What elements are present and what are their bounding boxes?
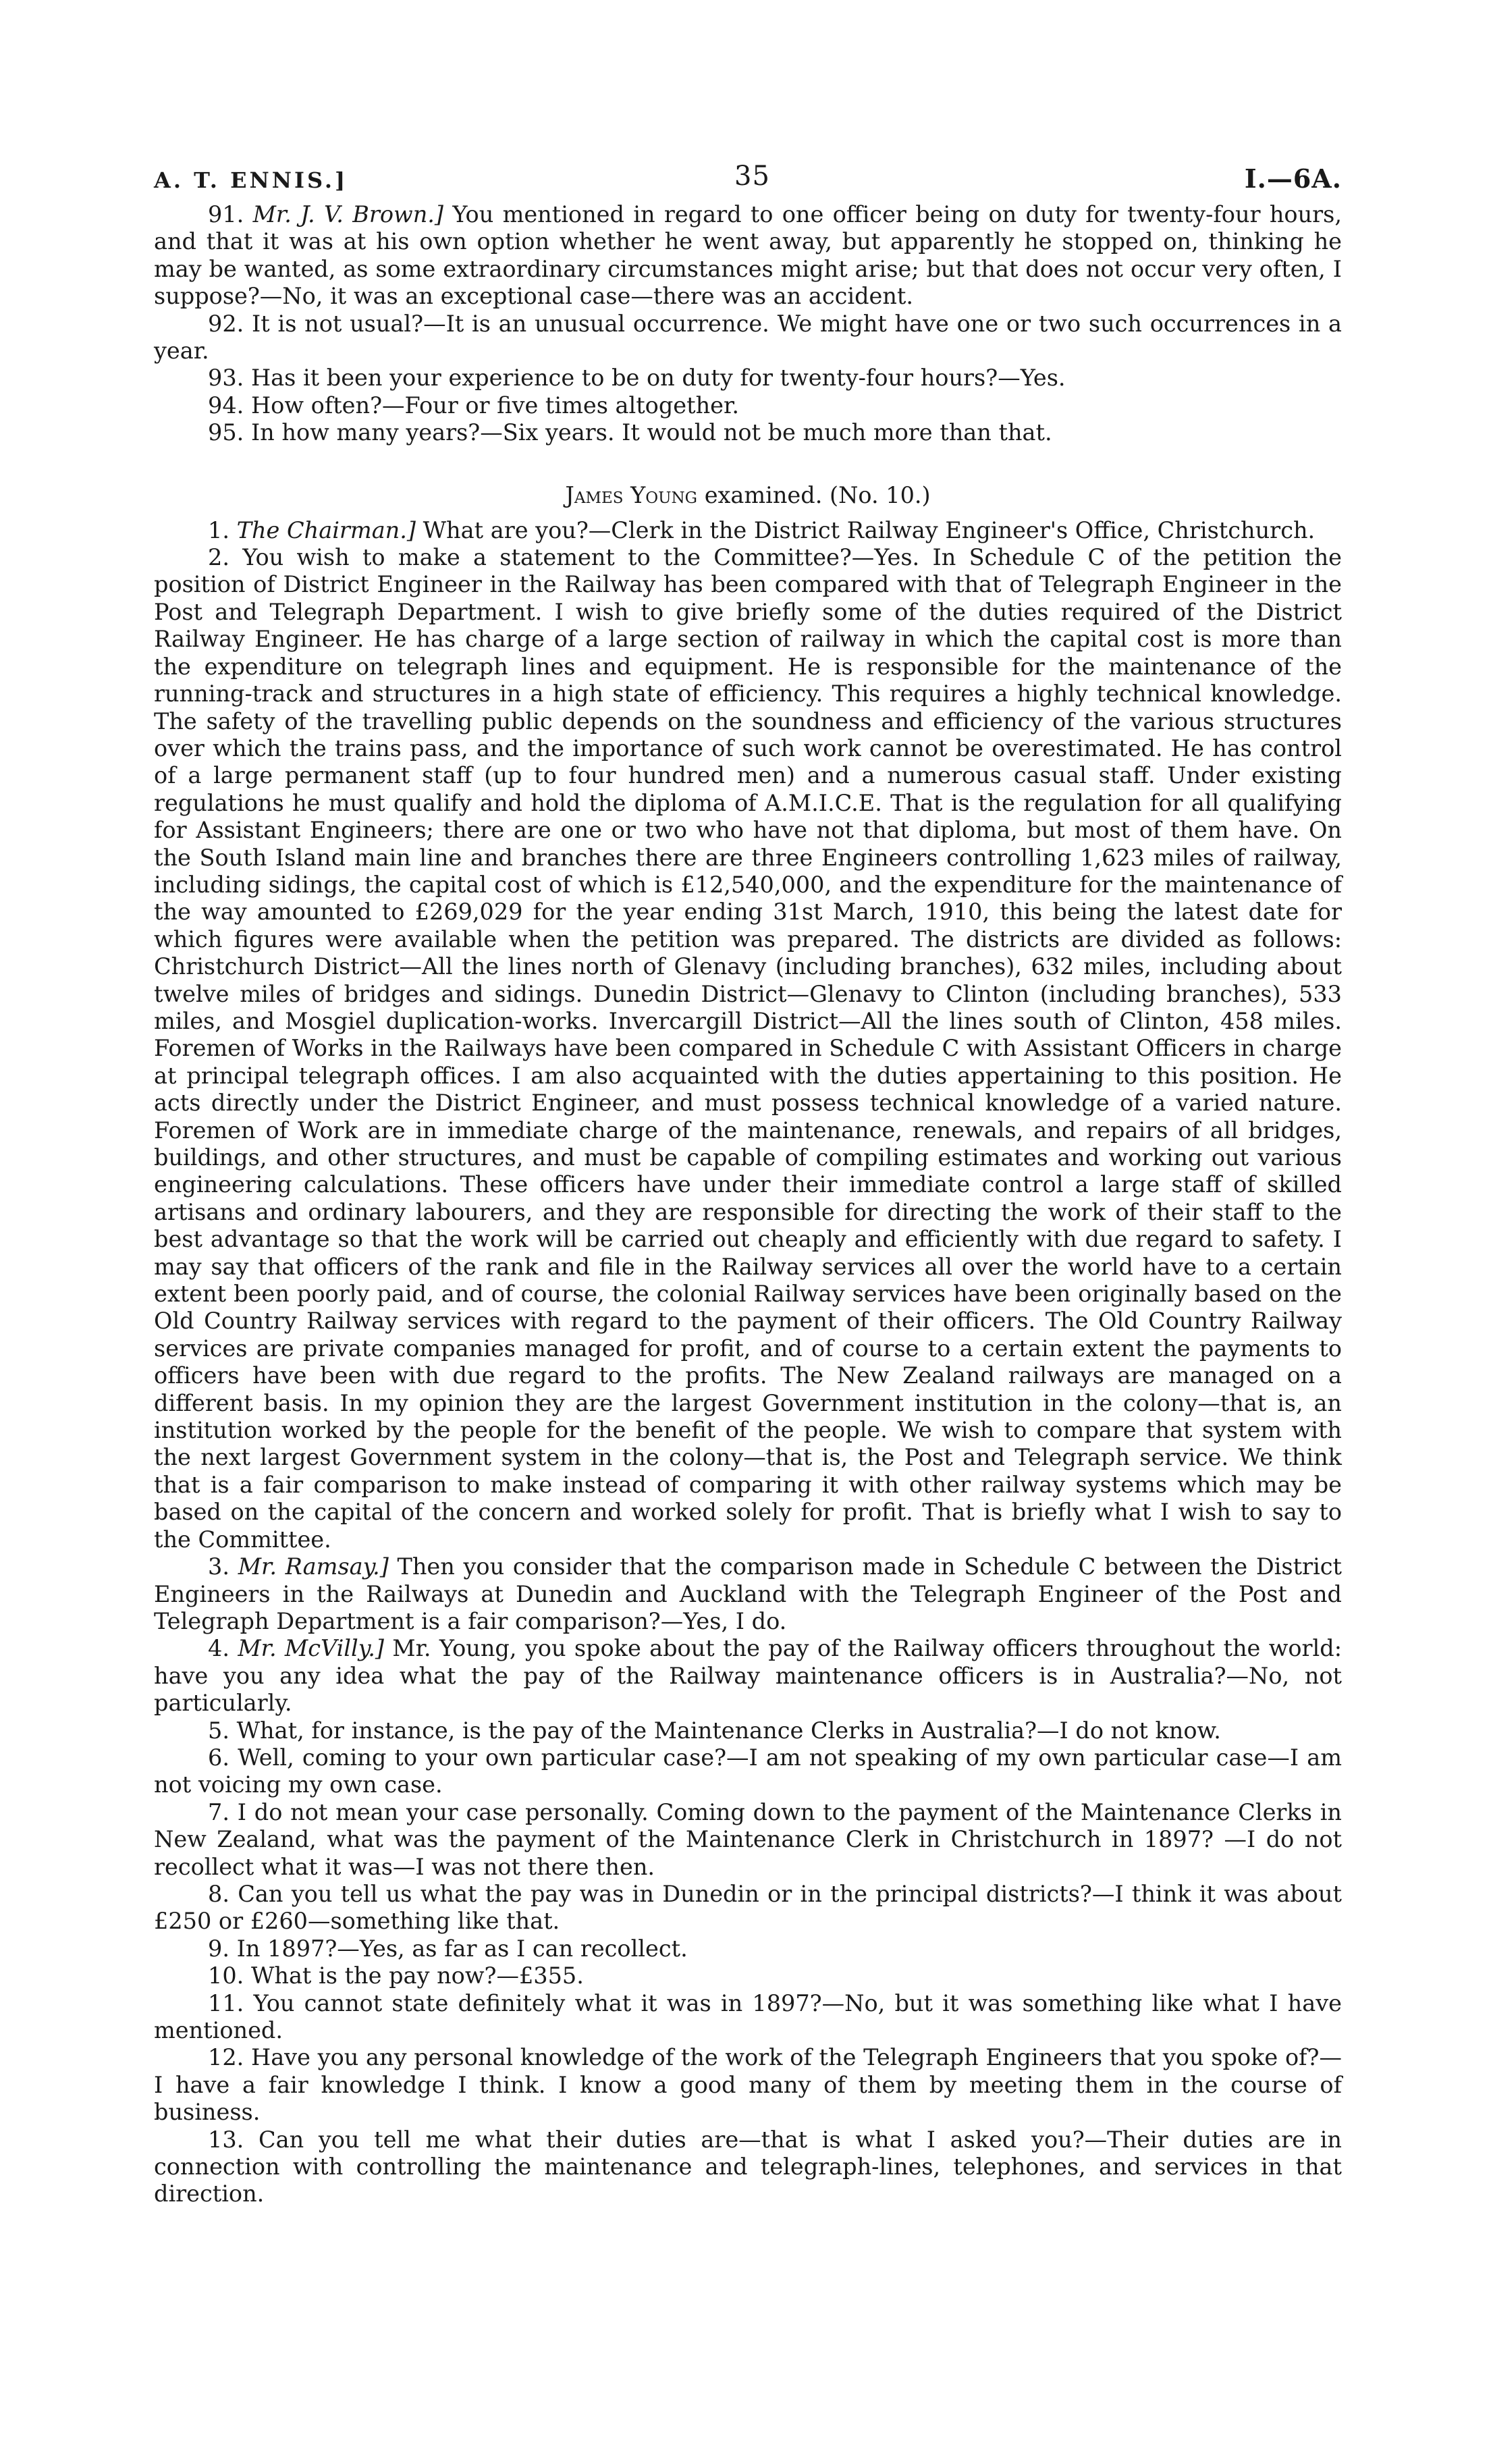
- witness-heading: [154, 482, 1342, 509]
- document-page: [154, 154, 1342, 2436]
- question-text: What are you?—Clerk in the District Railway Engineer's Office, Christchurch.: [423, 516, 1316, 543]
- question-number: 12.: [208, 2044, 244, 2071]
- question-paragraph: [154, 1553, 1342, 1635]
- question-paragraph: [154, 2126, 1342, 2208]
- question-paragraph: [154, 1881, 1342, 1935]
- question-paragraph: [154, 1990, 1342, 2045]
- question-number: 91.: [208, 201, 244, 227]
- question-number: 95.: [208, 419, 244, 446]
- question-number: 7.: [208, 1798, 229, 1825]
- question-paragraph: [154, 517, 1342, 544]
- question-number: 10.: [208, 1962, 244, 1989]
- question-text: Have you any personal knowledge of the work of the Telegraph Engineers that you spoke of?—I have a fair knowledge I think. I know a good many of them by meeting them in the course of business.: [154, 2044, 1342, 2126]
- question-text: Has it been your experience to be on duty for twenty-four hours?—Yes.: [250, 365, 1066, 392]
- header-witness: A. T. ENNIS.]: [154, 167, 348, 193]
- question-paragraph: [154, 365, 1342, 392]
- question-text: How often?—Four or five times altogether.: [250, 392, 739, 419]
- question-number: 92.: [208, 310, 244, 337]
- page-header: [154, 154, 1342, 201]
- testimony-part-1: [154, 201, 1342, 447]
- body-text: [154, 201, 1342, 2208]
- question-text: You mentioned in regard to one officer being on duty for twenty-four hours, and that it was at his own option whether he went away, but apparently he stopped on, thinking he may be wanted, as some extraordinary circumstances might arise; but that does not occur very often, I suppose?—No, it was an exceptional case—there was an accident.: [154, 201, 1343, 310]
- speaker-name: Mr. McVilly.]: [238, 1635, 384, 1662]
- question-paragraph: [154, 1962, 1342, 1989]
- question-paragraph: [154, 1799, 1342, 1881]
- question-number: 4.: [208, 1635, 229, 1662]
- question-text: What, for instance, is the pay of the Maintenance Clerks in Australia?—I do not know.: [236, 1717, 1221, 1744]
- question-paragraph: [154, 1717, 1342, 1744]
- question-number: 1.: [208, 516, 229, 543]
- question-number: 6.: [208, 1744, 229, 1771]
- witness-name: James Young: [565, 481, 698, 508]
- question-paragraph: [154, 419, 1342, 446]
- question-text: In how many years?—Six years. It would not be much more than that.: [250, 419, 1052, 446]
- question-number: 8.: [208, 1880, 229, 1907]
- page-number: 35: [734, 161, 770, 192]
- question-paragraph: [154, 311, 1342, 365]
- question-text: Then you consider that the comparison made in Schedule C between the District Engineers in the Railways at Dunedin and Auckland with the Telegraph Engineer of the Post and Telegraph Department is a fair comparison?—Yes, I do.: [154, 1553, 1343, 1634]
- question-number: 13.: [208, 2126, 244, 2153]
- question-text: I do not mean your case personally. Coming down to the payment of the Maintenance Clerks in New Zealand, what was the payment of the Maintenance Clerk in Christchurch in 1897? —I do not recollect what it was—I was not there then.: [154, 1798, 1342, 1880]
- question-text: In 1897?—Yes, as far as I can recollect.: [236, 1935, 688, 1962]
- question-number: 3.: [208, 1553, 229, 1580]
- speaker-name: Mr. Ramsay.]: [238, 1553, 389, 1580]
- question-text: Well, coming to your own particular case?—I am not speaking of my own particular case—I am not voicing my own case.: [154, 1744, 1342, 1798]
- question-number: 93.: [208, 365, 244, 392]
- speaker-name: Mr. J. V. Brown.]: [252, 201, 444, 227]
- testimony-part-2: [154, 517, 1342, 2208]
- question-number: 94.: [208, 392, 244, 419]
- question-number: 9.: [208, 1935, 229, 1962]
- question-number: 2.: [208, 544, 229, 571]
- question-paragraph: [154, 1744, 1342, 1799]
- question-text: It is not usual?—It is an unusual occurrence. We might have one or two such occurrences in a year.: [154, 310, 1342, 365]
- question-paragraph: [154, 201, 1342, 311]
- question-paragraph: [154, 392, 1342, 419]
- speaker-name: The Chairman.]: [236, 516, 416, 543]
- question-number: 11.: [208, 1989, 244, 2016]
- question-paragraph: [154, 1635, 1342, 1717]
- question-paragraph: [154, 2044, 1342, 2126]
- question-text: Mr. Young, you spoke about the pay of the Railway officers throughout the world: have you any idea what the pay of the Railway maintenance officers is in Australia?—No, not particularly.: [154, 1635, 1342, 1717]
- witness-examined: examined. (No. 10.): [704, 481, 931, 508]
- question-paragraph: [154, 544, 1342, 1553]
- question-text: Can you tell us what the pay was in Dunedin or in the principal districts?—I think it was about £250 or £260—something like that.: [154, 1880, 1342, 1935]
- question-number: 5.: [208, 1717, 229, 1744]
- question-text: You cannot state definitely what it was in 1897?—No, but it was something like what I have mentioned.: [154, 1989, 1342, 2043]
- question-paragraph: [154, 1935, 1342, 1962]
- question-text: You wish to make a statement to the Committee?—Yes. In Schedule C of the petition the position of District Engineer in the Railway has been compared with that of Telegraph Engineer in the Post and Telegraph Department. I wish to give briefly some of the duties required of the District Railway Engineer. He has charge of a large section of railway in which the capital cost is more than the expenditure on telegraph lines and equipment. He is responsible for the maintenance of the running-track and structures in a high state of efficiency. This requires a highly technical knowledge. The safety of the travelling public depends on the soundness and efficiency of the various structures over which the trains pass, and the importance of such work cannot be overestimated. He has control of a large permanent staff (up to four hundred men) and a numerous casual staff. Under existing regulations he must qualify and hold the diploma of A.M.I.C.E. That is the regulation for all qualifying for Assistant Engineers; there are one or two who have not that diploma, but most of them have. On the South Island main line and branches there are three Engineers controlling 1,623 miles of railway, including sidings, the capital cost of which is £12,540,000, and the expenditure for the maintenance of the way amounted to £269,029 for the year ending 31st March, 1910, this being the latest date for which figures were available when the petition was prepared. The districts are divided as follows: Christchurch District—All the lines north of Glenavy (including branches), 632 miles, including about twelve miles of bridges and sidings. Dunedin District—Glenavy to Clinton (including branches), 533 miles, and Mosgiel duplication-works. Invercargill District—All the lines south of Clinton, 458 miles. Foremen of Works in the Railways have been compared in Schedule C with Assistant Officers in charge at principal telegraph offices. I am also acquainted with the duties appertaining to this position. He acts directly under the District Engineer, and must possess technical knowledge of a varied nature. Foremen of Work are in immediate charge of the maintenance, renewals, and repairs of all bridges, buildings, and other structures, and must be capable of compiling estimates and working out various engineering calculations. These officers have under their immediate control a large staff of skilled artisans and ordinary labourers, and they are responsible for directing the work of their staff to the best advantage so that the work will be carried out cheaply and efficiently with due regard to safety. I may say that officers of the rank and file in the Railway services all over the world have to a certain extent been poorly paid, and of course, the colonial Railway services have been originally based on the Old Country Railway services with regard to the payment of their officers. The Old Country Railway services are private companies managed for profit, and of course to a certain extent the payments to officers have been with due regard to the profits. The New Zealand railways are managed on a different basis. In my opinion they are the largest Government institution in the colony—that is, an institution worked by the people for the benefit of the people. We wish to compare that system with the next largest Government system in the colony—that is, the Post and Telegraph service. We think that is a fair comparison to make instead of comparing it with other railway systems which may be based on the capital of the concern and worked solely for profit. That is briefly what I wish to say to the Committee.: [154, 544, 1342, 1553]
- document-reference: I.—6A.: [1244, 163, 1342, 194]
- question-text: What is the pay now?—£355.: [250, 1962, 584, 1989]
- question-text: Can you tell me what their duties are—that is what I asked you?—Their duties are in connection with controlling the maintenance and telegraph-lines, telephones, and services in that direction.: [154, 2126, 1342, 2207]
